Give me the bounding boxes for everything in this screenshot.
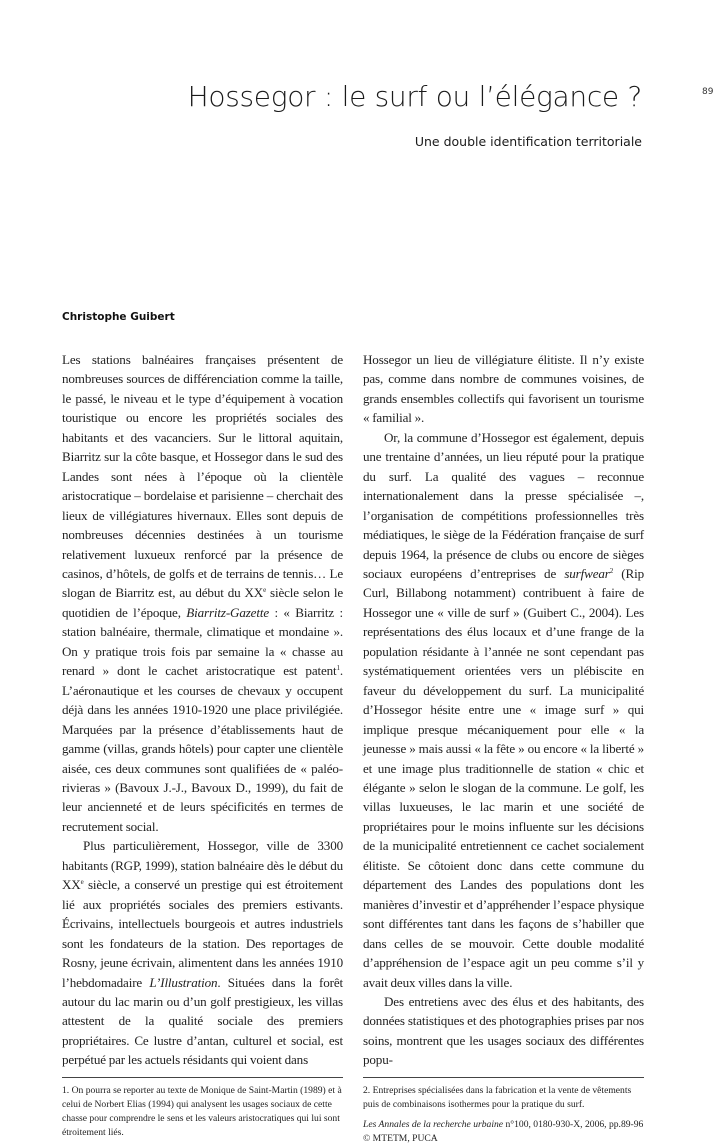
footnote-divider [363,1077,644,1078]
text-run: . Situées dans la forêt autour du lac marin ou d’un golf prestigieux, les villas attestent de la qualité sociale des premiers propriétaires. Ce lustre d’antan, culturel et social, est perpétué par les actuels résidants qui voient dans [62,974,343,1068]
superscript: e [80,878,84,887]
italic-text: surfwear [564,565,610,581]
text-run: Des entretiens avec des élus et des habitants, des données statistiques et des photographies prises par nos soins, montrent que les usages sociaux des différentes popu- [363,993,644,1068]
paragraph [62,350,343,836]
right-column-wrapper [363,350,644,1147]
text-run: Les stations balnéaires françaises présentent de nombreuses sources de différenciation comme la taille, le passé, le niveau et le type d’équipement à vocation touristique ou encore les propriétés sociales des habitants et des vacanciers. Sur le littoral aquitain, Biarritz sur la côte basque, et Hossegor dans le sud des Landes sont nées à l’époque où la clientèle aristocratique – bordelaise et parisienne – cherchait des lieux de villégiatures hivernaux. Elles sont depuis de nombreuses décennies destinées à un tourisme relativement luxueux renforcé par la présence de casinos, d’hôtels, de golfs et de terrains de tennis… Le slogan de Biarritz est, au début du XX [62,352,343,601]
text-run: : « Biarritz : station balnéaire, thermale, climatique et mondaine ». On y pratique trois fois par semaine la « chasse au renard » dont le cachet aristocratique est patent [62,604,343,679]
copyright: © MTETM, PUCA [363,1133,438,1145]
footnote-1: 1. On pourra se reporter au texte de Monique de Saint-Martin (1989) et à celui de Norbert Elias (1994) qui analysent les usages sociaux de cette chasse pour comprendre le sens et les valeurs aristocratiques qui lui sont étroitement liés. [62,1084,342,1139]
paragraph [363,350,644,428]
italic-text: Biarritz-Gazette [186,604,269,620]
superscript: 1 [336,664,340,673]
text-run: Or, la commune d’Hossegor est également, depuis une trentaine d’années, un lieu réputé pour la pratique du surf. La qualité des vagues – reconnue internationalement dans la presse spécialisée –, l’organisation de compétitions professionnelles très médiatiques, le siège de la Fédération française de surf depuis 1964, la présence de clubs ou encore de sièges sociaux européens d’entreprises de [363,429,644,581]
paragraph [363,992,644,1070]
journal-title: Les Annales de la recherche urbaine [363,1119,504,1131]
footnote-2: 2. Entreprises spécialisées dans la fabrication et la vente de vêtements puis de combinaisons isothermes pour la pratique du surf. [363,1084,632,1110]
text-run: siècle, a conservé un prestige qui est étroitement lié aux propriétés sociales des premiers estivants. Écrivains, intellectuels bourgeois et autres industriels sont les fondateurs de la station. Des reportages de Rosny, jeune écrivain, alimentent dans les années 1910 l’hebdomadaire [62,877,343,990]
italic-text: L’Illustration [149,974,218,990]
text-run: siècle selon le quotidien de l’époque, [62,585,343,620]
paragraph [62,836,343,1069]
page-number: 89 [702,87,714,97]
text-run: Hossegor un lieu de villégiature élitiste. Il n’y existe pas, comme dans nombre de communes voisines, de grands ensembles collectifs qui favorisent un tourisme « familial ». [363,352,644,426]
journal-reference [363,1118,644,1146]
article-title: Hossegor : le surf ou l’élégance ? [187,80,642,113]
footnote-divider [62,1077,343,1078]
superscript: e [263,586,267,595]
text-run: (Rip Curl, Billabong notamment) contribuent à faire de Hossegor une « ville de surf » (Guibert C., 2004). Les représentations des élus locaux et d’une frange de la population résidante à l’année ne sont cependant pas systématiquement orientées vers un plébiscite en faveur du développement du surf. La municipalité d’Hossegor hésite entre une « image surf » qui implique presque mécaniquement pour elle « la jeunesse » mais aussi « la fête » ou encore « la liberté » et une image plus traditionnelle de station « chic et élégante » selon le slogan de la commune. Le golf, les villas luxueuses, le lac marin et une société de propriétaires pour le moins influente sur les décisions de la municipalité entretiennent ce cachet socialement élitiste. Se côtoient donc dans cette commune du département des Landes des populations dont les manières d’investir et d’appréhender l’espace physique sont différentes tant dans les façons de s’habiller que dans celles de se mouvoir. Cette double modalité d’appréhension de l’espace agit un peu comme s’il y avait deux villes dans la ville. [363,565,644,990]
right-column [363,350,644,1070]
footnotes-right [363,1084,644,1147]
left-column-wrapper [62,350,343,1147]
superscript: 2 [609,566,614,575]
paragraph [363,428,644,992]
journal-ref: n°100, 0180-930-X, 2006, pp.89-96 [503,1119,644,1131]
author-name: Christophe Guibert [62,311,175,323]
footnotes-left [62,1084,343,1141]
left-column [62,350,343,1070]
text-run: Plus particulièrement, Hossegor, ville de 3300 habitants (RGP, 1999), station balnéaire dès le début du XX [62,838,343,893]
text-run: . L’aéronautique et les courses de chevaux y occupent déjà dans les années 1910-1920 une place privilégiée. Marquées par la présence d’établissements haut de gamme (villas, grands hôtels) pour capter une clientèle aisée, ces deux communes sont qualifiées de « paléo-rivieras » (Bavoux J.-J., Bavoux D., 1999), du fait de leur ancienneté et de leurs spécificités en termes de recrutement social. [62,663,343,834]
article-subtitle: Une double identification territoriale [414,134,642,149]
